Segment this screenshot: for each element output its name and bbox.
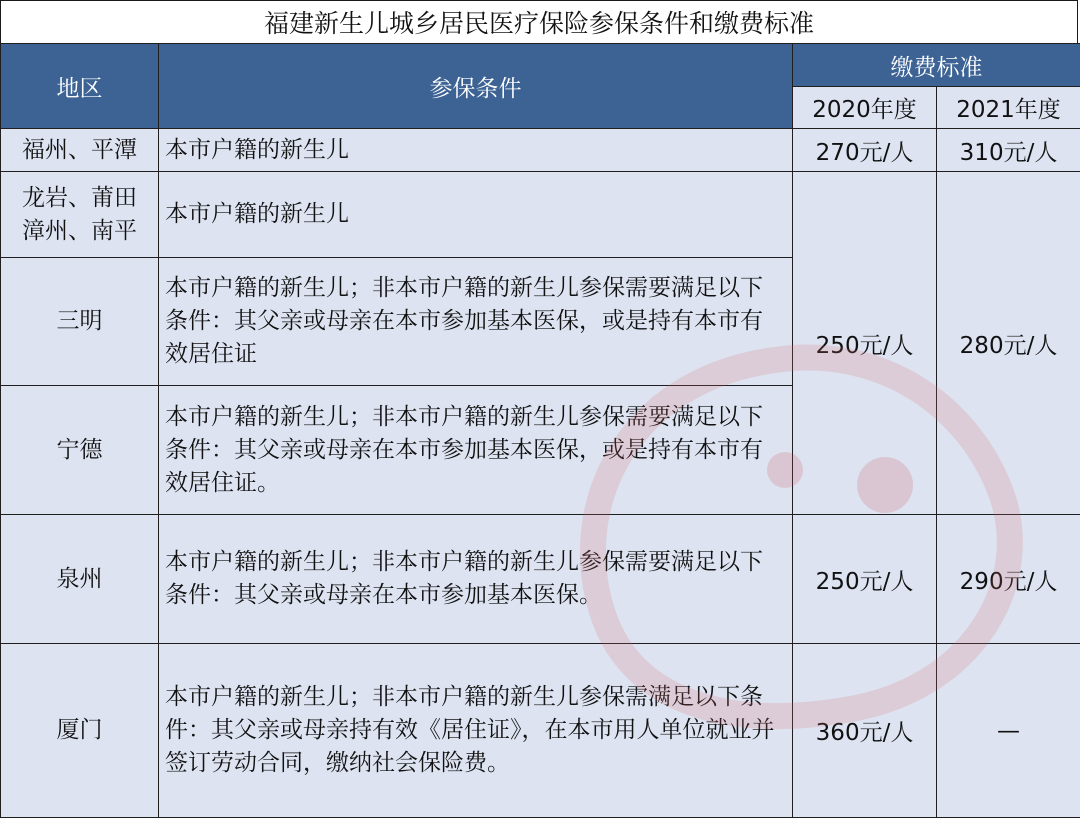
header-year-2021: 2021年度	[937, 87, 1080, 129]
region-cell	[1, 172, 159, 258]
header-region: 地区	[1, 44, 159, 129]
table-row	[1, 129, 1080, 172]
insurance-table	[0, 43, 1080, 818]
header-condition: 参保条件	[159, 44, 793, 129]
fee-2021-cell: 310元/人	[937, 129, 1080, 172]
fee-2020-cell: 360元/人	[793, 644, 937, 818]
condition-cell: 本市户籍的新生儿	[159, 129, 793, 172]
merged-fee-2021-cell: 280元/人	[937, 172, 1080, 515]
condition-cell: 本市户籍的新生儿；非本市户籍的新生儿参保需要满足以下条件：其父亲或母亲在本市参加基本医保。	[159, 515, 793, 644]
table-title: 福建新生儿城乡居民医疗保险参保条件和缴费标准	[0, 0, 1078, 43]
merged-fee-2020-cell: 250元/人	[793, 172, 937, 515]
region-cell: 宁德	[1, 386, 159, 515]
condition-cell: 本市户籍的新生儿	[159, 172, 793, 258]
region-cell: 泉州	[1, 515, 159, 644]
fee-2020-cell: 250元/人	[793, 515, 937, 644]
region-cell: 厦门	[1, 644, 159, 818]
table-row	[1, 172, 1080, 258]
header-fee: 缴费标准	[793, 44, 1080, 87]
table-row	[1, 644, 1080, 818]
condition-cell: 本市户籍的新生儿；非本市户籍的新生儿参保需满足以下条件：其父亲或母亲持有效《居住证》，在本市用人单位就业并签订劳动合同，缴纳社会保险费。	[159, 644, 793, 818]
fee-2021-cell: 290元/人	[937, 515, 1080, 644]
region-cell: 福州、平潭	[1, 129, 159, 172]
condition-cell: 本市户籍的新生儿；非本市户籍的新生儿参保需要满足以下条件：其父亲或母亲在本市参加基本医保，或是持有本市有效居住证	[159, 258, 793, 386]
table-row	[1, 515, 1080, 644]
fee-2020-cell: 270元/人	[793, 129, 937, 172]
region-line: 龙岩、莆田	[22, 184, 137, 211]
header-year-2020: 2020年度	[793, 87, 937, 129]
condition-cell: 本市户籍的新生儿；非本市户籍的新生儿参保需要满足以下条件：其父亲或母亲在本市参加基本医保，或是持有本市有效居住证。	[159, 386, 793, 515]
region-line: 漳州、南平	[22, 217, 137, 244]
fee-2021-cell: —	[937, 644, 1080, 818]
region-cell: 三明	[1, 258, 159, 386]
